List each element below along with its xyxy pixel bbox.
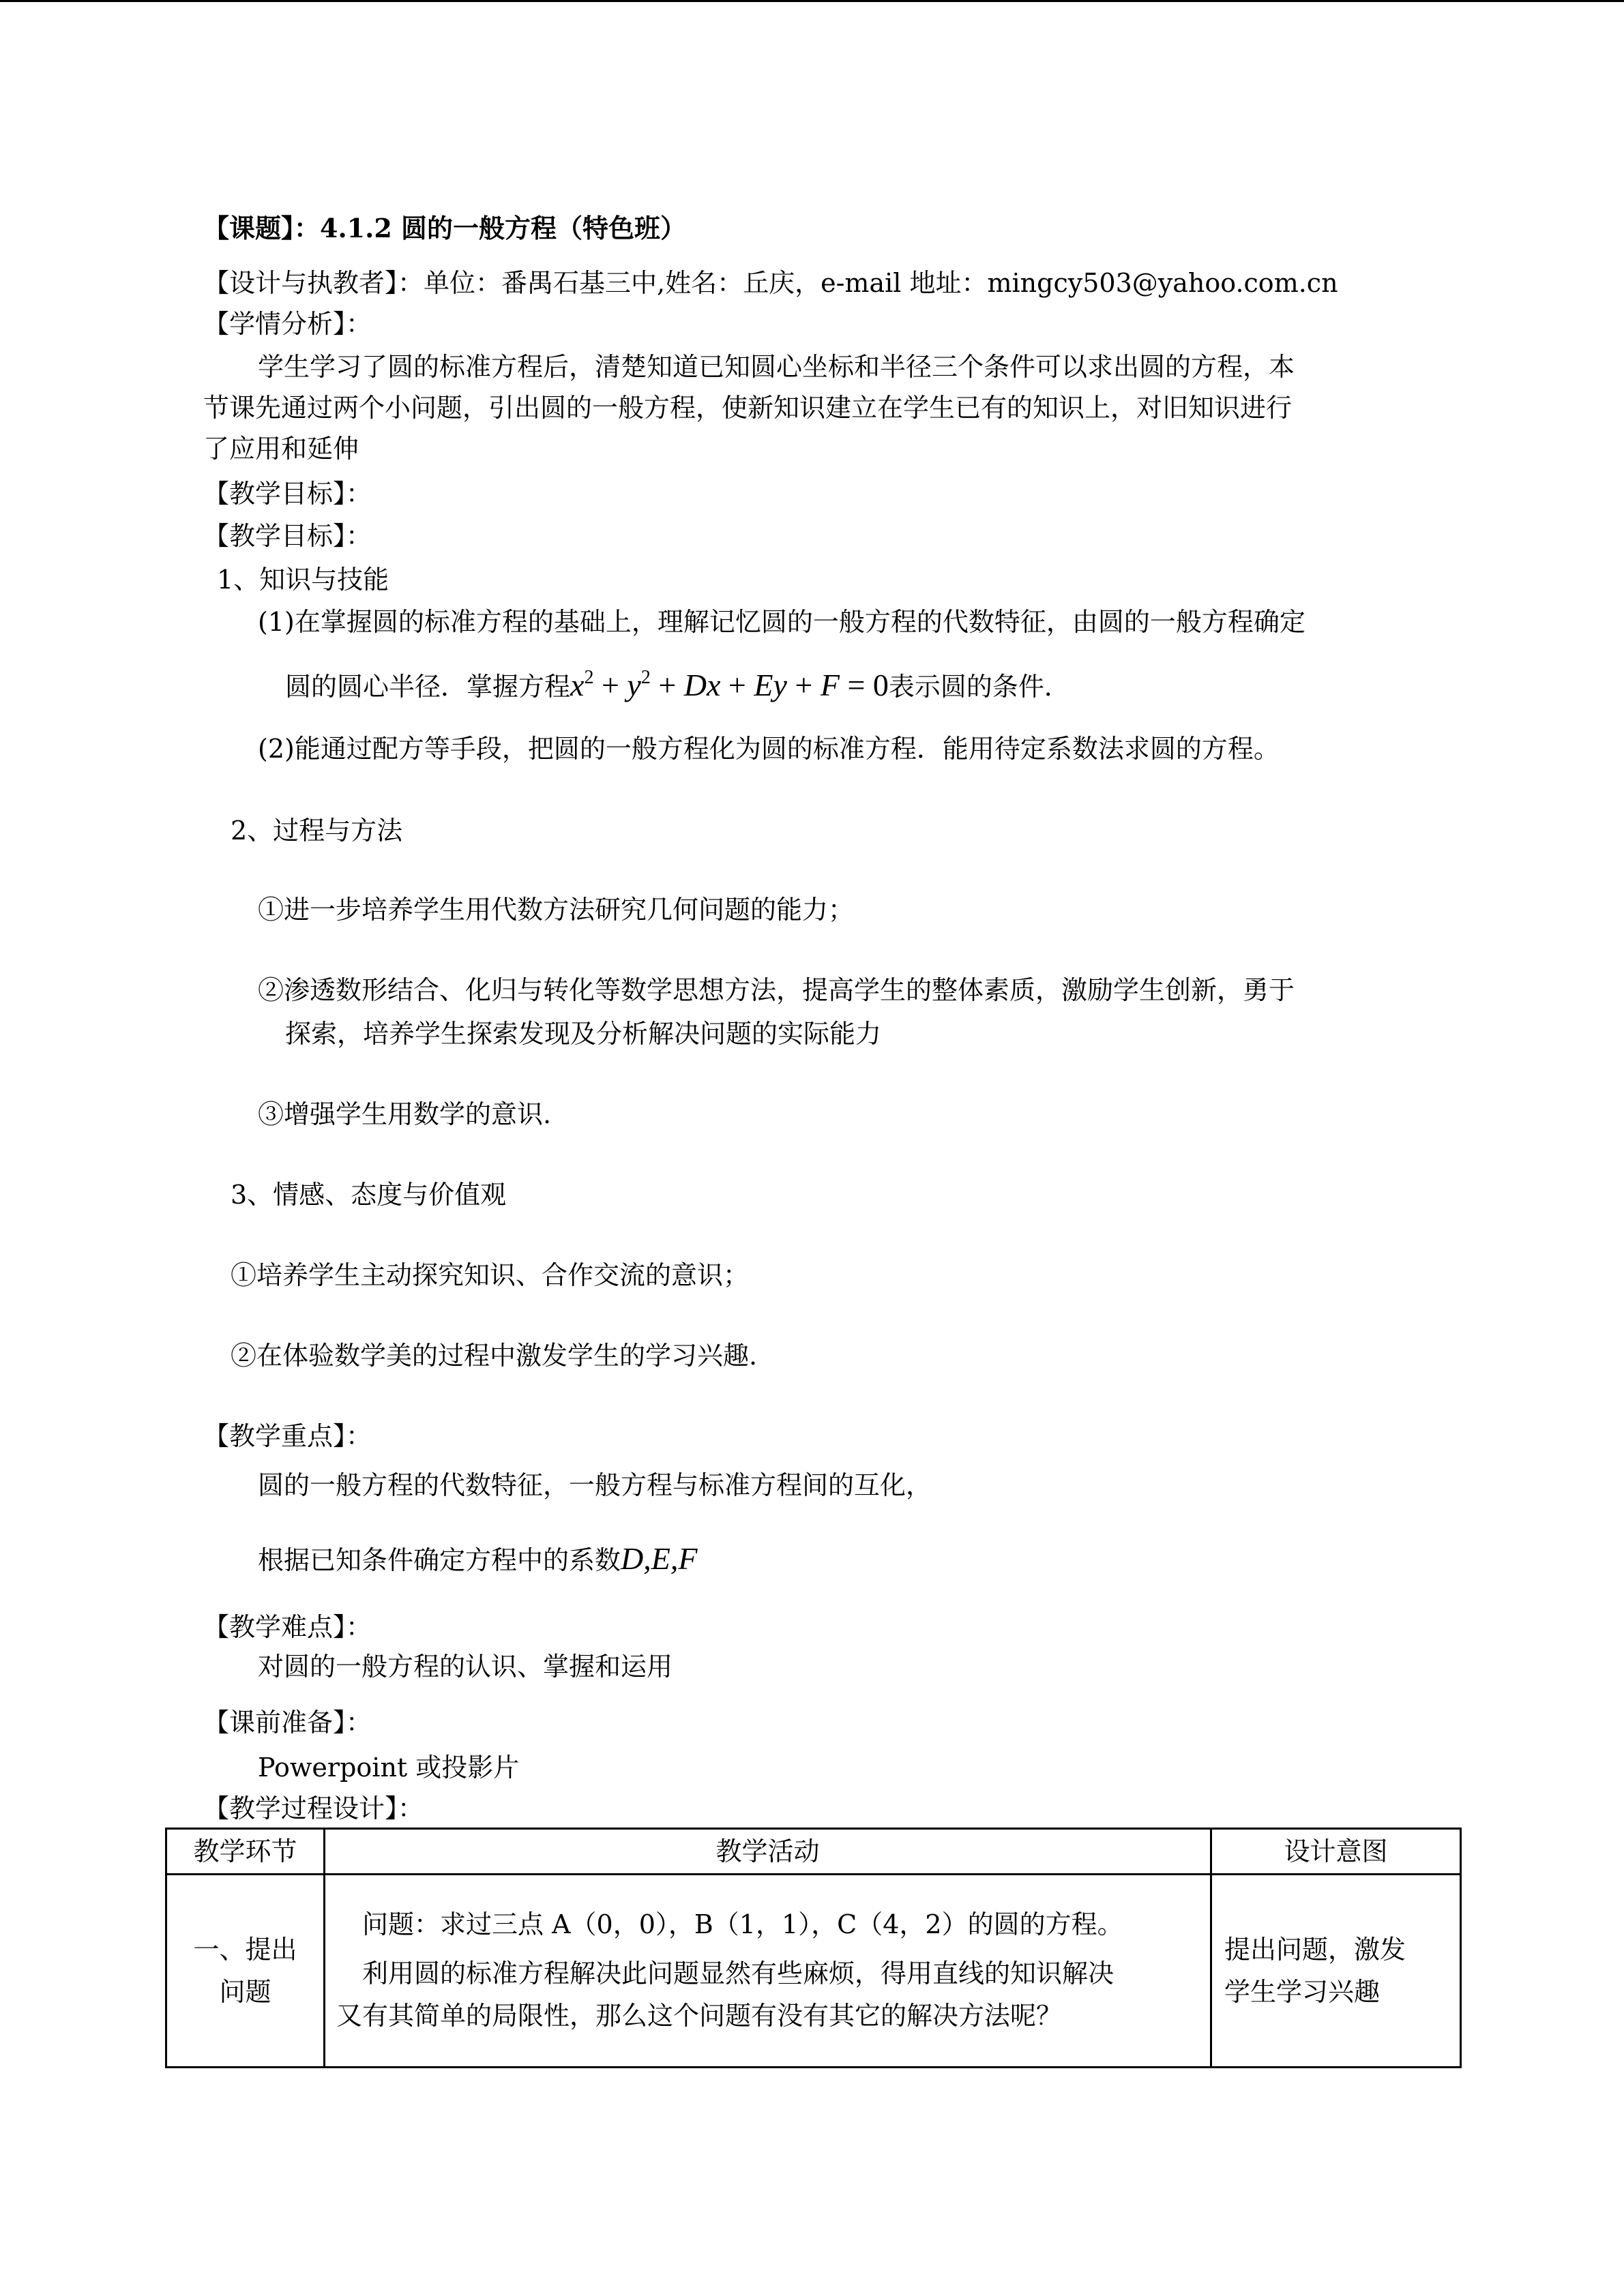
topic-title: 4.1.2 圆的一般方程（特色班）: [320, 213, 687, 243]
key-points-line1: 圆的一般方程的代数特征，一般方程与标准方程间的互化，: [258, 1470, 932, 1500]
k1-item1-line2-pre: 圆的圆心半径．掌握方程: [285, 672, 571, 702]
difficulties-text: 对圆的一般方程的认识、掌握和运用: [258, 1652, 673, 1682]
k2-title: 2、过程与方法: [231, 816, 403, 846]
activity-cell: [325, 1875, 1211, 2068]
k3-item2: ②在体验数学美的过程中激发学生的学习兴趣.: [231, 1341, 758, 1371]
goals-label-1: 【教学目标】：: [203, 479, 372, 509]
process-table: [165, 1828, 1462, 2068]
k2-item2-line2: 探索，培养学生探索发现及分析解决问题的实际能力: [285, 1019, 882, 1049]
k3-title: 3、情感、态度与价值观: [231, 1180, 507, 1210]
k2-item1: ①进一步培养学生用代数方法研究几何问题的能力；: [258, 895, 855, 925]
key-points-line2-pre: 根据已知条件确定方程中的系数: [258, 1545, 621, 1575]
k1-item1-line2: [285, 657, 1070, 707]
stage-cell: [166, 1875, 325, 2068]
header-activity: 教学活动: [325, 1829, 1211, 1875]
designer-info: 单位：番禺石基三中,姓名：丘庆，e-mail 地址：mingcy503@yahoo.com.cn: [424, 268, 1338, 298]
key-points-label: 【教学重点】：: [203, 1421, 372, 1451]
page-top-border: [0, 0, 1624, 2]
process-label: 【教学过程设计】：: [203, 1793, 424, 1823]
activity-line1: 问题：求过三点 A（0，0），B（1，1），C（4，2）的圆的方程。: [362, 1909, 1123, 1939]
stage-line2: 问题: [219, 1977, 271, 2007]
analysis-line-2: 节课先通过两个小问题，引出圆的一般方程，使新知识建立在学生已有的知识上，对旧知识进行: [203, 393, 1293, 423]
k3-item1: ①培养学生主动探究知识、合作交流的意识；: [231, 1260, 750, 1290]
goals-label-2: 【教学目标】：: [203, 521, 372, 551]
k1-item2: (2)能通过配方等手段，把圆的一般方程化为圆的标准方程．能用待定系数法求圆的方程。: [258, 734, 1280, 764]
table-row: [166, 1875, 1461, 2068]
difficulties-label: 【教学难点】：: [203, 1612, 372, 1642]
analysis-line-1: 学生学习了圆的标准方程后，清楚知道已知圆心坐标和半径三个条件可以求出圆的方程，本: [258, 352, 1295, 382]
k1-item1-line1: (1)在掌握圆的标准方程的基础上，理解记忆圆的一般方程的代数特征，由圆的一般方程确定: [258, 607, 1305, 637]
intent-line2: 学生学习兴趣: [1224, 1977, 1381, 2007]
analysis-line-3: 了应用和延伸: [203, 434, 359, 464]
activity-line3: 又有其简单的局限性，那么这个问题有没有其它的解决方法呢？: [336, 2001, 1063, 2031]
k1-item1-line2-post: 表示圆的条件．: [888, 672, 1070, 702]
intent-cell: [1211, 1875, 1461, 2068]
k1-title: 1、知识与技能: [217, 565, 389, 595]
activity-line2: 利用圆的标准方程解决此问题显然有些麻烦，得用直线的知识解决: [362, 1958, 1114, 1988]
k2-item2-line1: ②渗透数形结合、化归与转化等数学思想方法，提高学生的整体素质，激励学生创新，勇于: [258, 975, 1295, 1005]
header-intent: 设计意图: [1211, 1829, 1461, 1875]
stage-line1: 一、提出: [193, 1935, 297, 1965]
designer-line: [203, 267, 1338, 299]
topic-line: [203, 212, 686, 245]
table-header-row: [166, 1829, 1461, 1875]
preparation-label: 【课前准备】：: [203, 1708, 372, 1738]
circle-equation: $x^2 + y^2 + Dx + Ey + F = 0$: [570, 667, 889, 702]
designer-label: 【设计与执教者】：: [203, 268, 424, 298]
header-stage: 教学环节: [166, 1829, 325, 1875]
coefficients: D,E,F: [621, 1541, 698, 1576]
topic-label: 【课题】：: [203, 213, 321, 243]
key-points-line2: [258, 1538, 697, 1581]
k2-item3: ③增强学生用数学的意识.: [258, 1099, 552, 1129]
intent-line1: 提出问题，激发: [1224, 1935, 1406, 1965]
preparation-text: Powerpoint 或投影片: [258, 1753, 520, 1783]
analysis-label: 【学情分析】：: [203, 309, 372, 339]
